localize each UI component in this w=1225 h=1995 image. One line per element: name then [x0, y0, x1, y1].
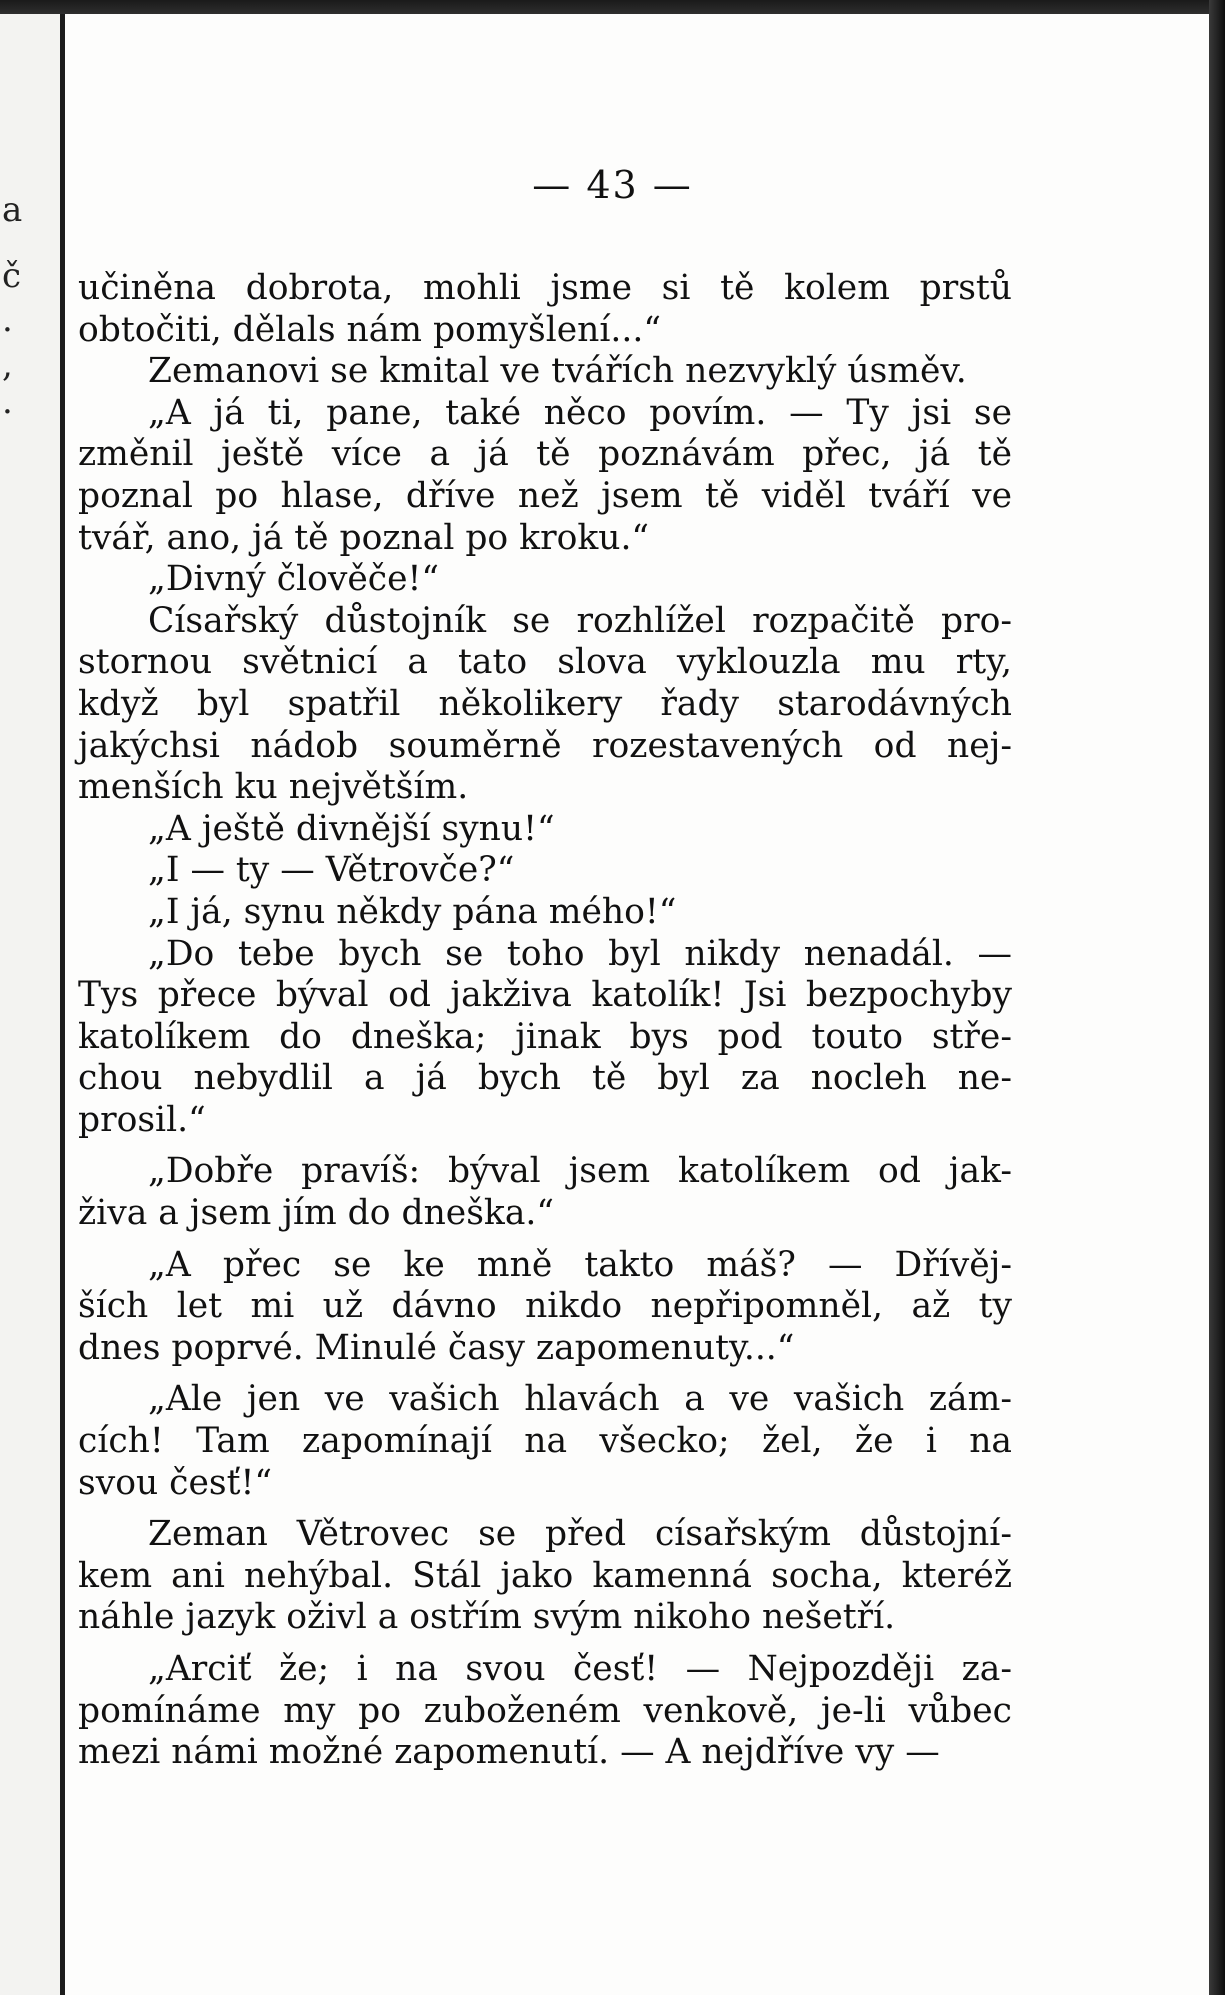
paragraph-gap [78, 1369, 1012, 1379]
text-line: obtočiti, dělals nám pomyšlení...“ [78, 309, 661, 350]
text-line: poznal po hlase, dříve než jsem tě viděl tváří ve [78, 475, 1012, 516]
text-line: „I já, synu někdy pána mého!“ [148, 891, 677, 932]
text-line: „A přec se ke mně takto máš? — Dřívěj- [148, 1244, 1012, 1285]
text-line: stornou světnicí a tato slova vyklouzla mu rty, [78, 642, 1012, 683]
text-line: učiněna dobrota, mohli jsme si tě kolem prstů [78, 268, 1012, 308]
text-line: „Arciť že; i na svou česť! — Nejpozději za- [148, 1649, 1012, 1689]
text-line: ších let mi už dávno nikdo nepřipomněl, až ty [78, 1286, 1012, 1327]
text-line: „I — ty — Větrovče?“ [148, 850, 515, 891]
margin-fragment: č [2, 256, 22, 296]
text-line: svou česť!“ [78, 1462, 272, 1503]
text-line: mezi námi možné zapomenutí. — A nejdříve vy — [78, 1732, 940, 1773]
text-line: „Dobře pravíš: býval jsem katolíkem od jak- [148, 1151, 1012, 1192]
margin-fragment: a [2, 190, 23, 230]
margin-fragment: , [2, 345, 13, 385]
text-line: když byl spatřil několikery řady starodávných [78, 683, 1012, 724]
margin-fragment: . [2, 300, 13, 340]
text-line: prosil.“ [78, 1099, 206, 1140]
text-line: jakýchsi nádob souměrně rozestavených od nej- [78, 725, 1012, 766]
body-text [78, 268, 1012, 1774]
text-line: cích! Tam zapomínají na všecko; žel, že i na [78, 1421, 1012, 1462]
text-line: Císařský důstojník se rozhlížel rozpačitě pro- [148, 600, 1012, 641]
page-number: — 43 — [532, 163, 693, 207]
text-line: „A já ti, pane, také něco povím. — Ty jsi se [148, 392, 1012, 433]
text-line: „A ještě divnější synu!“ [148, 808, 555, 849]
margin-fragment: . [2, 382, 13, 422]
text-line: menších ku největším. [78, 767, 469, 808]
paragraph-gap [78, 1141, 1012, 1151]
text-line: chou nebydlil a já bych tě byl za nocleh ne- [78, 1058, 1012, 1099]
text-line: Zeman Větrovec se před císařským důstojní- [148, 1514, 1012, 1555]
text-line: „Ale jen ve vašich hlavách a ve vašich zám- [148, 1379, 1012, 1420]
text-line: Tys přece býval od jakživa katolík! Jsi bezpochyby [78, 975, 1012, 1016]
text-line: „Divný člověče!“ [148, 559, 440, 600]
text-line: kem ani nehýbal. Stál jako kamenná socha, kteréž [78, 1555, 1012, 1596]
text-line: tvář, ano, já tě poznal po kroku.“ [78, 517, 650, 558]
text-line: pomínáme my po zuboženém venkově, je-li vůbec [78, 1690, 1012, 1731]
text-line: „Do tebe bych se toho byl nikdy nenadál. — [148, 933, 1012, 974]
scan-edge-top [0, 0, 1225, 14]
paragraph-gap [78, 1235, 1012, 1245]
text-line: živa a jsem jím do dneška.“ [78, 1193, 555, 1234]
binding-gutter [60, 14, 65, 1995]
paragraph-gap [78, 1639, 1012, 1649]
text-line: změnil ještě více a já tě poznávám přec, já tě [78, 434, 1012, 475]
text-line: katolíkem do dneška; jinak bys pod touto stře- [78, 1016, 1012, 1057]
paragraph-gap [78, 1504, 1012, 1514]
text-line: Zemanovi se kmital ve tvářích nezvyklý úsměv. [148, 351, 967, 392]
text-line: dnes poprvé. Minulé časy zapomenuty...“ [78, 1327, 795, 1368]
text-line: náhle jazyk oživl a ostřím svým nikoho nešetří. [78, 1597, 896, 1638]
scan-edge-right [1209, 0, 1225, 1995]
